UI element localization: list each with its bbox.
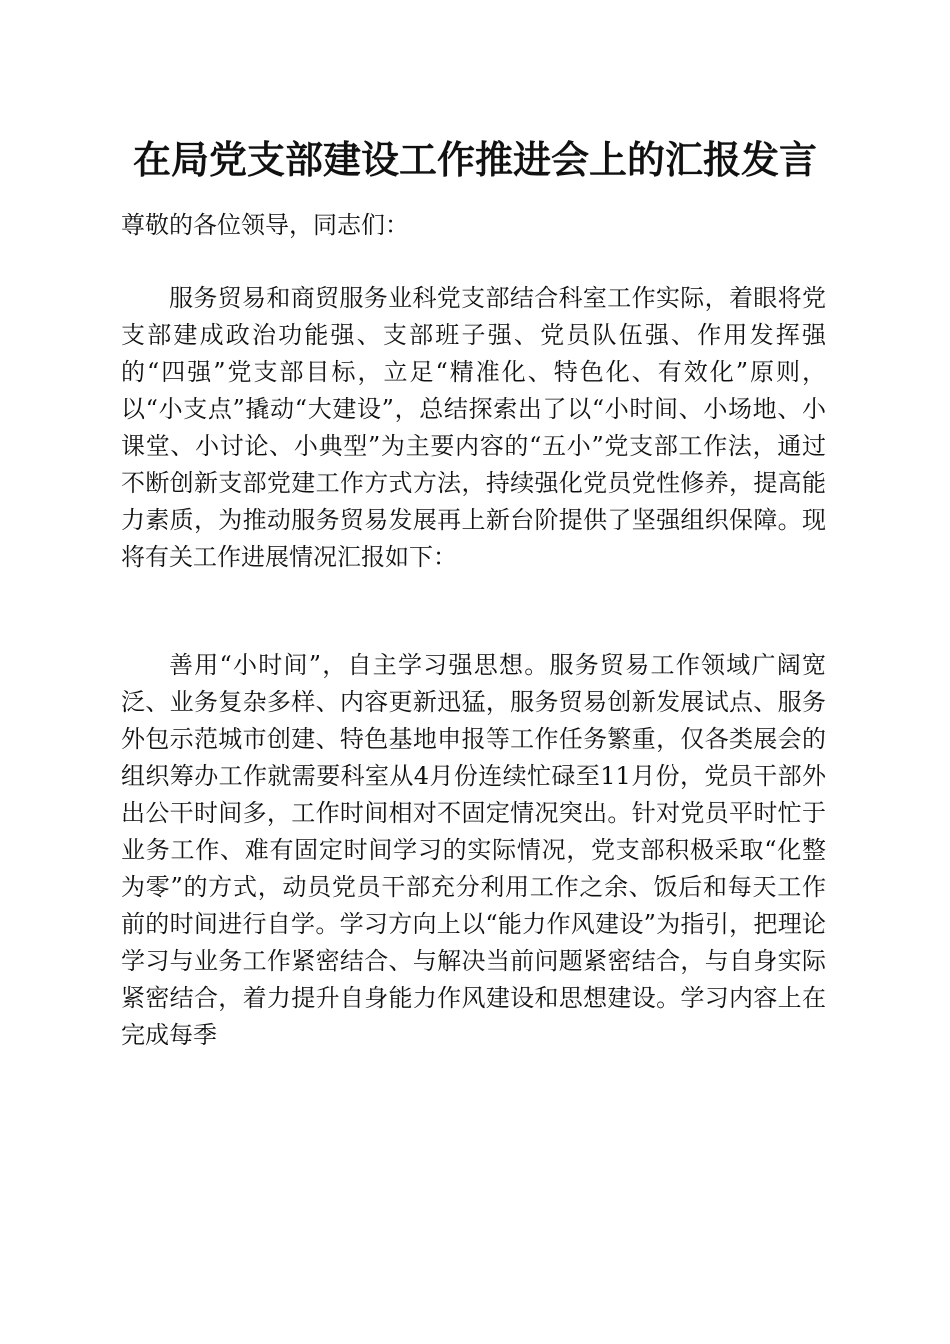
body-paragraph-intro: 服务贸易和商贸服务业科党支部结合科室工作实际，着眼将党支部建成政治功能强、支部班子强、党员队伍强、作用发挥强的“四强”党支部目标，立足“精准化、特色化、有效化”原则，以“小支点”撬动“大建设”，总结探索出了以“小时间、小场地、小课堂、小讨论、小典型”为主要内容的“五小”党支部工作法，通过不断创新支部党建工作方式方法，持续强化党员党性修养，提高能力素质，为推动服务贸易发展再上新台阶提供了坚强组织保障。现将有关工作进展情况汇报如下： <box>121 284 826 571</box>
document-title: 在局党支部建设工作推进会上的汇报发言 <box>132 137 817 182</box>
body-paragraph-small-time: 善用“小时间”，自主学习强思想。服务贸易工作领域广阔宽泛、业务复杂多样、内容更新迅猛，服务贸易创新发展试点、服务外包示范城市创建、特色基地申报等工作任务繁重，仅各类展会的组织筹办工作就需要科室从4月份连续忙碌至11月份，党员干部外出公干时间多，工作时间相对不固定情况突出。针对党员平时忙于业务工作、难有固定时间学习的实际情况，党支部积极采取“化整为零”的方式，动员党员干部充分利用工作之余、饭后和每天工作前的时间进行自学。学习方向上以“能力作风建设”为指引，把理论学习与业务工作紧密结合、与解决当前问题紧密结合，与自身实际紧密结合，着力提升自身能力作风建设和思想建设。学习内容上在完成每季 <box>121 651 826 1049</box>
salutation: 尊敬的各位领导，同志们： <box>121 211 409 239</box>
